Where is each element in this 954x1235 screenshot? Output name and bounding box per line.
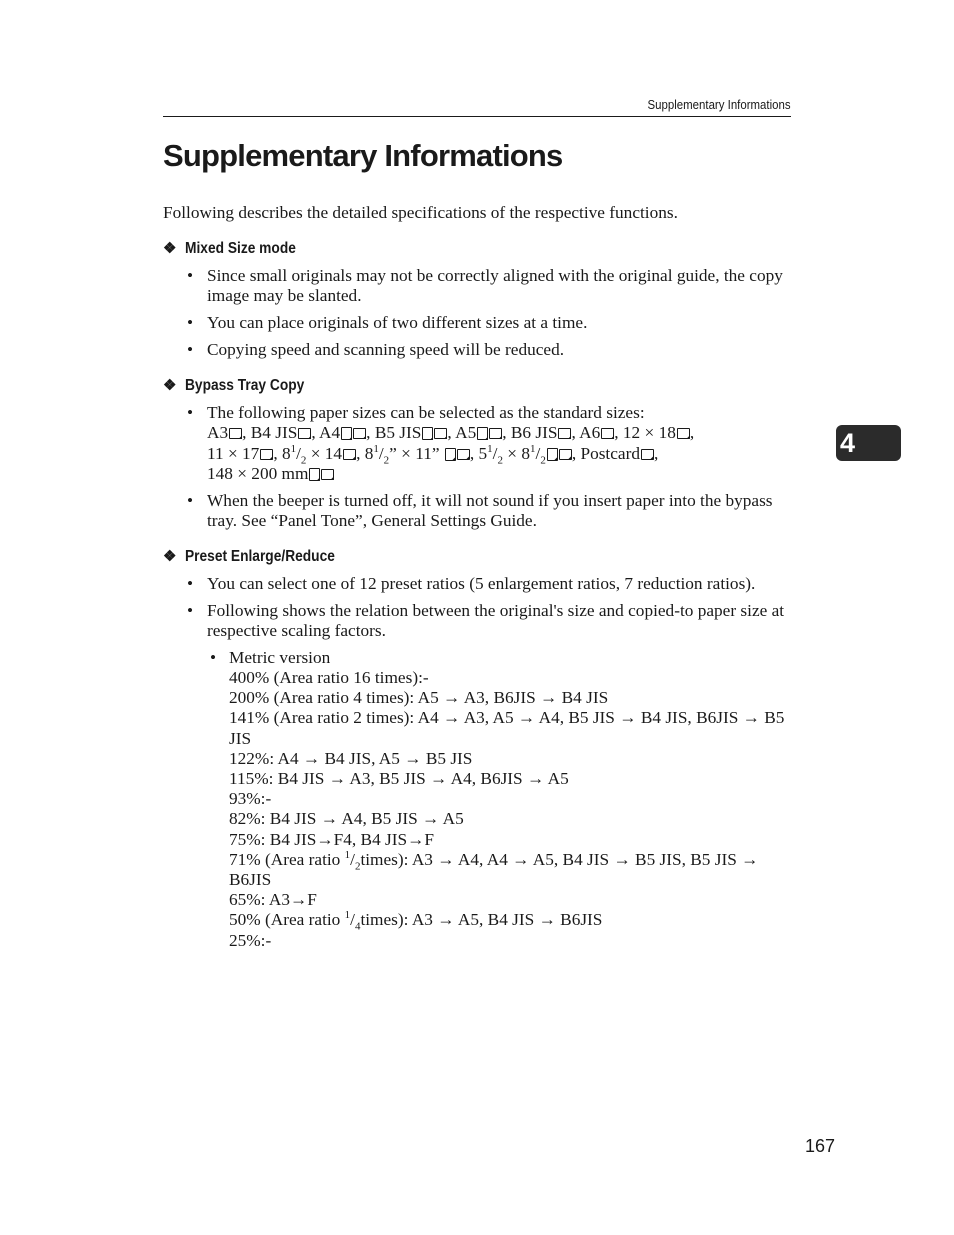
- page-body: [163, 203, 793, 967]
- portrait-paper-icon: [422, 427, 433, 440]
- diamond-bullet-icon: ❖: [163, 548, 177, 566]
- landscape-paper-icon: [343, 449, 356, 460]
- page-number: 167: [804, 1136, 835, 1156]
- landscape-paper-icon: [489, 428, 502, 439]
- ratio-line: 25%:-: [229, 930, 272, 950]
- landscape-paper-icon: [260, 449, 273, 460]
- paper-sizes-line-3: 148 × 200 mm: [207, 464, 793, 484]
- running-header: [163, 96, 791, 117]
- ratio-line: 400% (Area ratio 16 times):-: [229, 668, 429, 688]
- paper-sizes-line-1: A3 , B4 JIS , A4 , B5 JIS , A5 , B6 JIS , A6 , 12 × 18 ,: [207, 423, 695, 443]
- ratio-line: 82%: B4 JIS → A4, B5 JIS → A5: [229, 809, 464, 829]
- running-header-title: Supplementary Informations: [647, 97, 791, 112]
- portrait-paper-icon: [547, 448, 558, 461]
- list-item: • You can select one of 12 preset ratios (5 enlargement ratios, 7 reduction ratios).: [163, 574, 793, 594]
- ratio-line-71: 71% (Area ratio $^1/_2times$): A3 → A4, A4 → A5, B4 JIS → B5 JIS, B5 JIS → B6JIS: [229, 849, 759, 890]
- intro-paragraph: Following describes the detailed specifications of the respective functions.: [163, 203, 678, 222]
- list-item: • Since small originals may not be correctly aligned with the original guide, the copy image may be slanted.: [163, 266, 793, 306]
- diamond-bullet-icon: ❖: [163, 377, 177, 395]
- section-heading-preset-enlarge-reduce: ❖ Preset Enlarge/Reduce: [163, 548, 335, 566]
- landscape-paper-icon: [434, 428, 447, 439]
- portrait-paper-icon: [309, 468, 320, 481]
- ratio-line: 200% (Area ratio 4 times): A5 → A3, B6JIS → B4 JIS: [229, 688, 609, 708]
- metric-version-list: [207, 648, 793, 951]
- list-item: • Copying speed and scanning speed will be reduced.: [163, 340, 793, 360]
- ratio-line: 93%:-: [229, 789, 272, 809]
- landscape-paper-icon: [298, 428, 311, 439]
- ratio-line: 122%: A4 → B4 JIS, A5 → B5 JIS: [229, 748, 473, 768]
- landscape-paper-icon: [457, 449, 470, 460]
- landscape-paper-icon: [558, 428, 571, 439]
- ratio-line: 75%: B4 JIS→F4, B4 JIS→F: [229, 829, 435, 849]
- landscape-paper-icon: [353, 428, 366, 439]
- portrait-paper-icon: [477, 427, 488, 440]
- bypass-tray-list: [163, 403, 793, 531]
- ratio-line: 141% (Area ratio 2 times): A4 → A3, A5 → A4, B5 JIS → B4 JIS, B6JIS → B5 JIS: [229, 708, 785, 748]
- ratio-line-50: 50% (Area ratio $^1/_4times$): A3 → A5, B4 JIS → B6JIS: [229, 909, 603, 933]
- diamond-bullet-icon: ❖: [163, 240, 177, 258]
- list-item: • When the beeper is turned off, it will not sound if you insert paper into the bypass tray. See “Panel Tone”, General Settings Guide.: [163, 491, 793, 531]
- metric-version-item: [207, 648, 793, 951]
- preset-enlarge-reduce-list: [163, 574, 793, 951]
- landscape-paper-icon: [677, 428, 690, 439]
- chapter-tab: 4: [836, 425, 901, 461]
- ratio-line: 65%: A3→F: [229, 890, 317, 910]
- portrait-paper-icon: [341, 427, 352, 440]
- landscape-paper-icon: [641, 449, 654, 460]
- portrait-paper-icon: [445, 448, 456, 461]
- section-heading-bypass-tray: ❖ Bypass Tray Copy: [163, 377, 305, 395]
- list-item: • You can place originals of two different sizes at a time.: [163, 313, 793, 333]
- page-title: Supplementary Informations: [163, 138, 563, 173]
- standard-sizes-intro: • The following paper sizes can be selected as the standard sizes:: [207, 403, 645, 423]
- landscape-paper-icon: [559, 449, 572, 460]
- list-item: [163, 403, 793, 484]
- landscape-paper-icon: [229, 428, 242, 439]
- metric-version-label: • Metric version: [229, 647, 331, 667]
- section-heading-mixed-size: ❖ Mixed Size mode: [163, 240, 296, 258]
- landscape-paper-icon: [601, 428, 614, 439]
- list-item: • Following shows the relation between the original's size and copied-to paper size at respective scaling factors. • Metric version 400% (Area ratio 16 times):- 200% (Area ratio 4 times): A5 → A3, B6JIS → B4 JIS 141% (Area ratio 2 times): A4 → A3, A5 → A4, B5 JIS → B4 JIS, B6JIS → B5 JIS 122%: A4 → B4 JIS, A5 → B5 JIS 115%: B4 JIS → A3, B5 JIS → A4, B6JIS → A5 93%:- 82%: B4 JIS → A4, B5 JIS → A5 75%: B4 JIS→F4, B4 JIS→F 71% (Area ratio $^1/_2times$): A3 → A4, A4 → A5, B4 JIS → B5 JIS, B5 JIS → B6JIS 65%: A3→F 50% (Area ratio $^1/_4times$): A3 → A5, B4 JIS → B6JIS 25%:-: [163, 601, 793, 951]
- mixed-size-list: [163, 266, 793, 360]
- paper-sizes-line-2: 11 × 17 , $8^1/_2 \times 14$ , $8^1/_2$” × 11” , $5^1/_2 \times 8^1/_2$ , Postcard ,: [207, 442, 659, 467]
- landscape-paper-icon: [321, 469, 334, 480]
- ratio-line: 115%: B4 JIS → A3, B5 JIS → A4, B6JIS → A5: [229, 769, 569, 789]
